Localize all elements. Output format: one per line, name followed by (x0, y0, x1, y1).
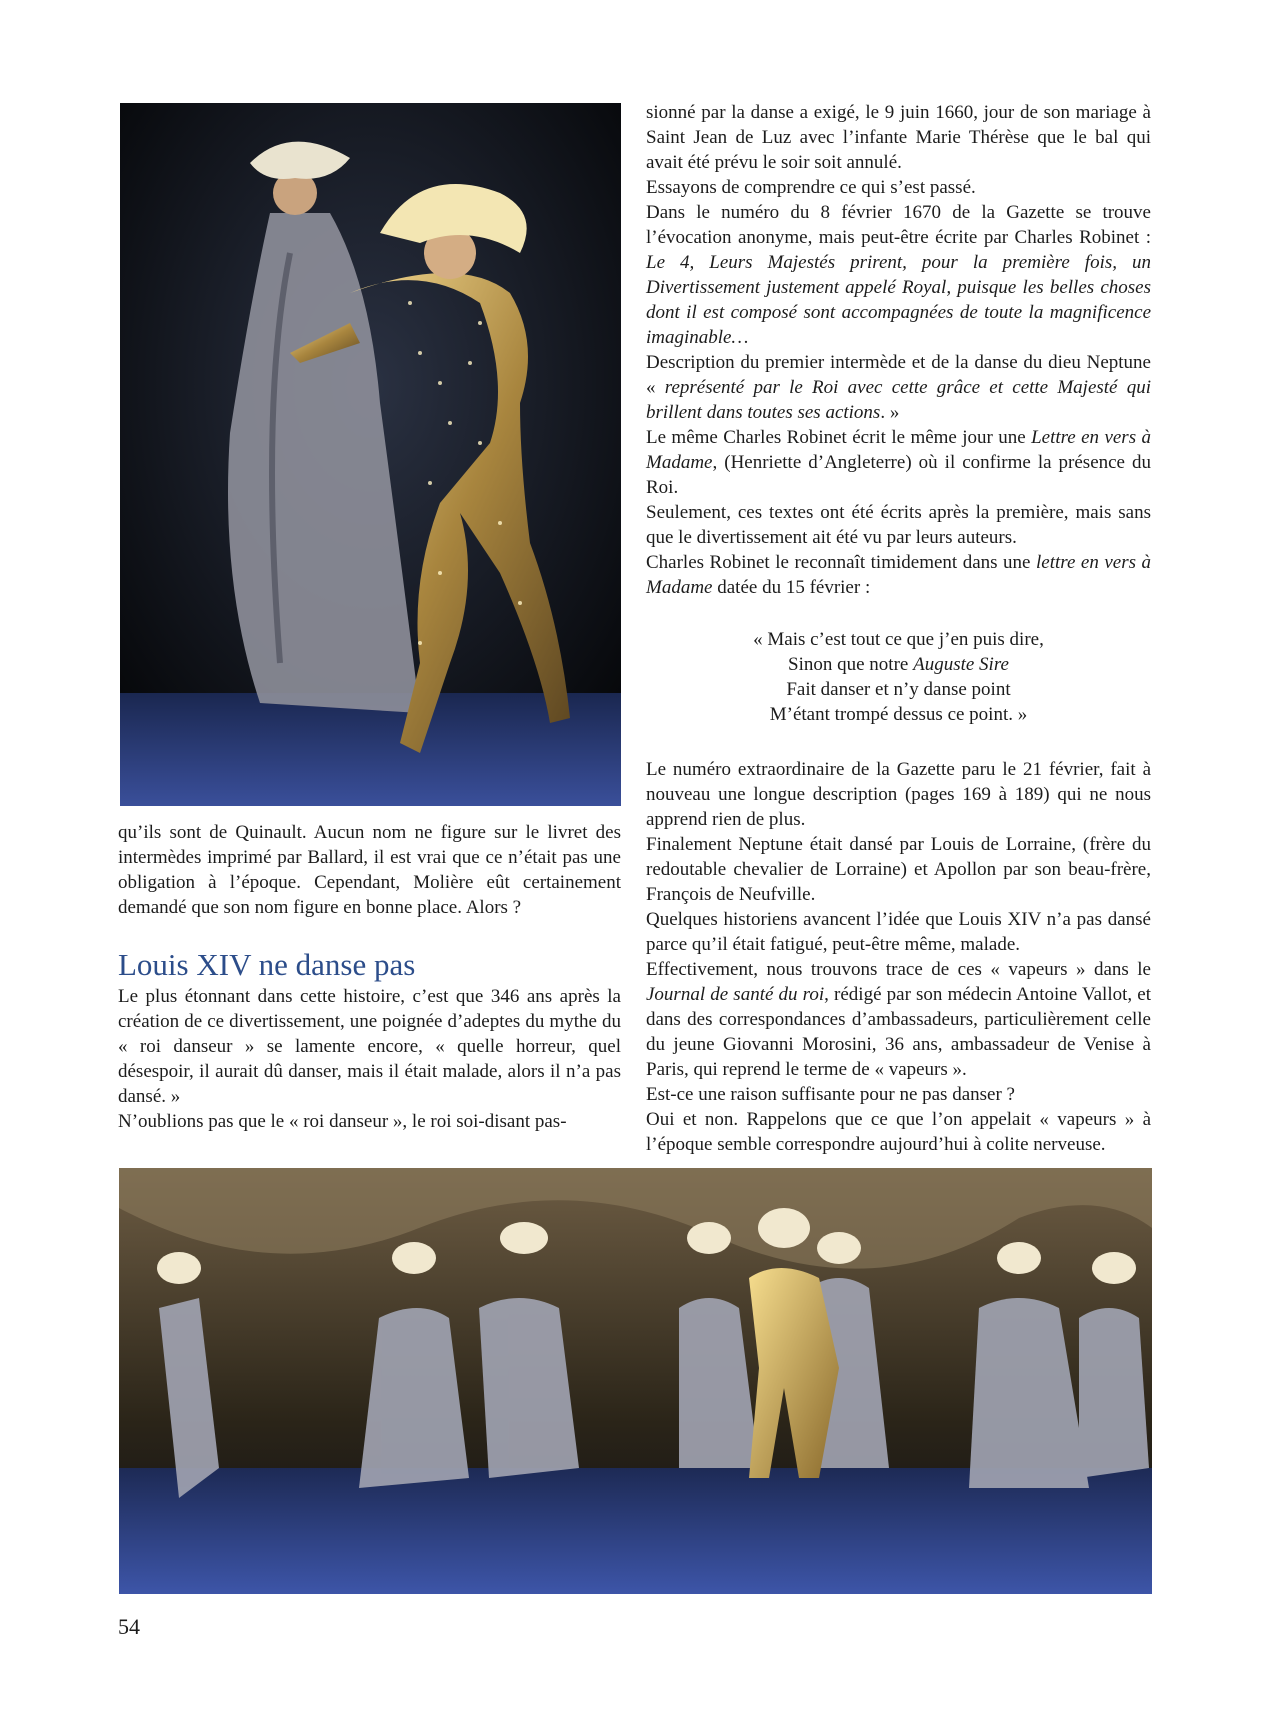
right-column (646, 100, 1151, 1157)
paragraph: Le plus étonnant dans cette histoire, c’est que 346 ans après la création de ce divertissement, une poignée d’adeptes du mythe du « roi danseur » se lamente encore, « quelle horreur, quel désespoir, il aurait dû danser, mais il était malade, alors il n’a pas dansé. » (118, 986, 621, 1107)
italic-quote: représenté par le Roi avec cette grâce et cette Majesté qui brillent dans toutes ses actions (646, 377, 1152, 423)
paragraph: Le numéro extraordinaire de la Gazette paru le 21 février, fait à nouveau une longue description (pages 169 à 189) qui ne nous apprend rien de plus. (646, 759, 1151, 830)
paragraph: Finalement Neptune était dansé par Louis de Lorraine, (frère du redoutable chevalier de Lorraine) et Apollon par son beau-frère, François de Neufville. (646, 834, 1151, 905)
verse-line: « Mais c’est tout ce que j’en puis dire, (753, 629, 1044, 650)
section-heading: Louis XIV ne danse pas (118, 947, 416, 982)
paragraph (646, 550, 1151, 600)
page-number: 54 (118, 1614, 140, 1639)
text-run: Dans le numéro du 8 février 1670 de la Gazette se trouve l’évocation anonyme, mais peut-être écrite par Charles Robinet : (646, 202, 1151, 248)
text-run: , (Henriette d’Angleterre) où il confirme la présence du Roi. (646, 452, 1151, 498)
paragraph (646, 425, 1151, 500)
paragraph: qu’ils sont de Quinault. Aucun nom ne figure sur le livret des intermèdes imprimé par Ballard, il est vrai que ce n’était pas une obligation à l’époque. Cependant, Molière eût certainement demandé que son nom figure en bonne place. Alors ? (118, 822, 621, 918)
paragraph: Quelques historiens avancent l’idée que Louis XIV n’a pas dansé parce qu’il était fatigué, peut-être même, malade. (646, 909, 1151, 955)
text-run: Description du premier intermède et de la danse du dieu Neptune « (646, 352, 1151, 398)
paragraph: Seulement, ces textes ont été écrits après la première, mais sans que le divertissement ait été vu par leurs auteurs. (646, 502, 1151, 548)
verse-quote (646, 627, 1151, 727)
left-column (118, 820, 621, 1134)
paragraph (646, 957, 1151, 1082)
paragraph: Est-ce une raison suffisante pour ne pas danser ? (646, 1084, 1015, 1105)
ensemble-photo-icon (119, 1168, 1152, 1594)
paragraph: Oui et non. Rappelons que ce que l’on appelait « vapeurs » à l’époque semble correspondre aujourd’hui à colite nerveuse. (646, 1109, 1151, 1155)
italic-text: Auguste Sire (913, 654, 1009, 675)
paragraph (646, 200, 1151, 350)
dancers-photo (120, 103, 621, 806)
italic-title: Lettre en vers à Madame (646, 427, 1151, 473)
paragraph (646, 350, 1151, 425)
text-run: , rédigé par son médecin Antoine Vallot, et dans des correspondances d’ambassadeurs, particulièrement celle du jeune Giovanni Morosini, 36 ans, ambassadeur de Venise à Paris, qui reprend le terme de « vapeurs ». (646, 984, 1151, 1080)
text-run: Le même Charles Robinet écrit le même jour une (646, 427, 1032, 448)
verse-line: Fait danser et n’y danse point (786, 679, 1011, 700)
text-run: Sinon que notre (788, 654, 914, 675)
paragraph: Essayons de comprendre ce qui s’est passé. (646, 177, 976, 198)
italic-title: Journal de santé du roi (646, 984, 825, 1005)
verse-line: M’étant trompé dessus ce point. » (769, 704, 1028, 725)
text-run: datée du 15 février : (712, 577, 871, 598)
verse-line (646, 652, 1151, 677)
italic-title: lettre en vers à Madame (646, 552, 1151, 598)
italic-quote: Le 4, Leurs Majestés prirent, pour la première fois, un Divertissement justement appelé Royal, puisque les belles choses dont il est composé sont accompagnées de toute la magnificence imaginable… (646, 252, 1151, 348)
text-run: Charles Robinet le reconnaît timidement dans une (646, 552, 1036, 573)
text-run: . » (880, 402, 900, 423)
paragraph: sionné par la danse a exigé, le 9 juin 1660, jour de son mariage à Saint Jean de Luz avec l’infante Marie Thérèse que le bal qui avait été prévu le soir soit annulé. (646, 102, 1151, 173)
paragraph: N’oublions pas que le « roi danseur », le roi soi-disant pas- (118, 1111, 567, 1132)
ensemble-photo (119, 1168, 1152, 1594)
text-run: Effectivement, nous trouvons trace de ces « vapeurs » dans le (646, 959, 1151, 980)
dancers-photo-icon (120, 103, 621, 806)
